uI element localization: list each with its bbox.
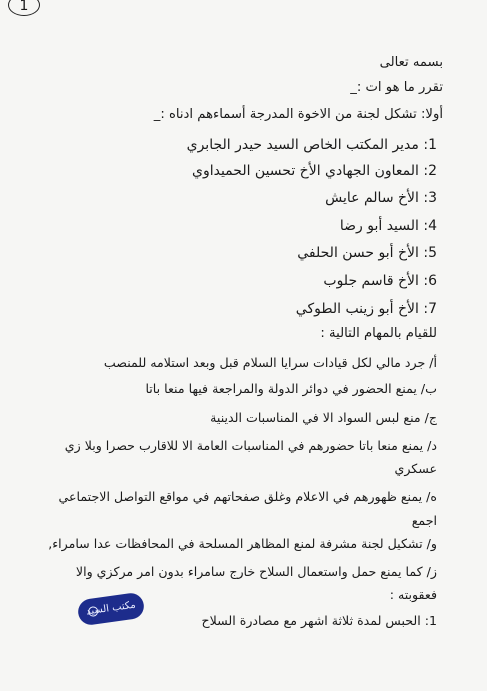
task-e: ه/ يمنع ظهورهم في الاعلام وغلق صفحاتهم في مواقع التواصل الاجتماعي <box>58 489 437 504</box>
task-g-cont: فعقوبته : <box>389 587 437 602</box>
task-d-cont: عسكري <box>394 461 437 476</box>
first-clause: أولا: تشكل لجنة من الاخوة المدرجة أسماءهم ادناه :_ <box>153 107 443 122</box>
task-e-cont: اجمع <box>411 513 437 528</box>
document-header: بسمه تعالى <box>379 55 443 70</box>
penalty-1: 1: الحبس لمدة ثلاثة اشهر مع مصادرة السلاح <box>201 613 437 628</box>
member-1: 1: مدير المكتب الخاص السيد حيدر الجابري <box>186 137 437 153</box>
office-stamp: مكتب السيد <box>77 592 146 627</box>
task-c: ج/ منع لبس السواد الا في المناسبات الدينية <box>210 410 437 425</box>
task-d: د/ يمنع منعا باتا حضورهم في المناسبات العامة الا للاقارب حصرا وبلا زي <box>64 438 437 453</box>
task-f: و/ تشكيل لجنة مشرفة لمنع المظاهر المسلحة في المحافظات عدا سامراء, <box>48 536 437 551</box>
task-g: ز/ كما يمنع حمل واستعمال السلاح خارج سامراء بدون امر مركزي والا <box>75 564 437 579</box>
decision-line: تقرر ما هو ات :_ <box>350 80 443 95</box>
tasks-intro: للقيام بالمهام التالية : <box>320 326 437 341</box>
page-number: 1 <box>8 0 40 16</box>
task-b: ب/ يمنع الحضور في دوائر الدولة والمراجعة فيها منعا باتا <box>145 381 437 396</box>
member-4: 4: السيد أبو رضا <box>339 218 437 234</box>
member-6: 6: الأخ قاسم جلوب <box>323 273 437 289</box>
member-5: 5: الأخ أبو حسن الحلفي <box>297 245 437 261</box>
member-7: 7: الأخ أبو زينب الطوكي <box>295 301 437 317</box>
member-3: 3: الأخ سالم عايش <box>325 190 437 206</box>
task-a: أ/ جرد مالي لكل قيادات سرايا السلام قبل وبعد استلامه للمنصب <box>103 355 437 370</box>
member-2: 2: المعاون الجهادي الأخ تحسين الحميداوي <box>192 163 437 179</box>
